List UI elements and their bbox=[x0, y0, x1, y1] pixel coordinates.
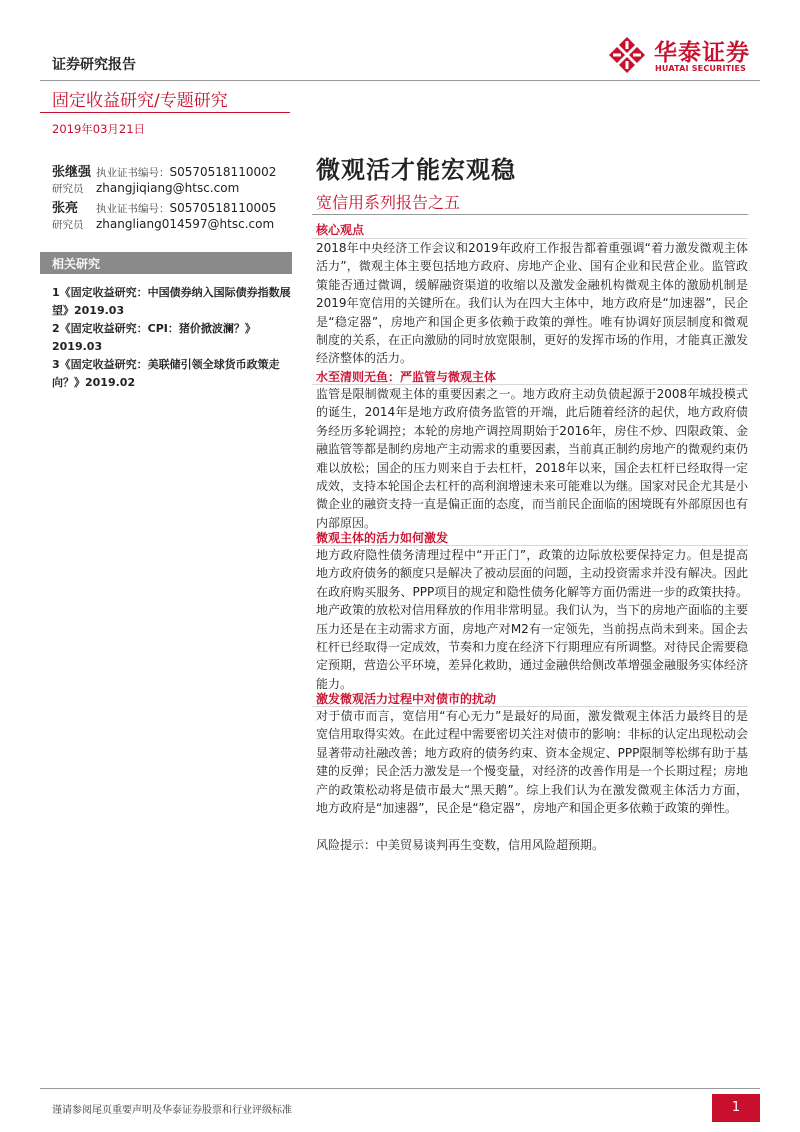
category-underline bbox=[40, 112, 290, 113]
related-research-item[interactable]: 1《固定收益研究：中国债券纳入国际债券指数展望》2019.03 bbox=[52, 286, 291, 317]
header-divider bbox=[40, 80, 760, 81]
related-research-title: 相关研究 bbox=[52, 257, 101, 271]
section-body: 对于债市而言，宽信用“有心无力”是最好的局面，激发微观主体活力最终目的是宽信用取得实效。在此过程中需要密切关注对债市的影响：非标的认定出现松动会显著带动社融改善；地方政府的债务约束、资本金规定、PPP限制等松绑有助于基建的反弹；民企活力激发是一个慢变量，对经济的改善作用是一个长期过程；房地产的政策松动将是债市最大“黑天鹅”。综上我们认为在激发微观主体活力方面，地方政府是“加速器”，民企是“稳定器”，房地产和国企更多依赖于政策的弹性。 bbox=[316, 709, 749, 816]
section-heading: 激发微观活力过程中对债市的扰动 bbox=[316, 692, 497, 706]
cert-number: S0570518110002 bbox=[169, 165, 277, 179]
cert-label: 执业证书编号： bbox=[96, 203, 170, 215]
analyst-card bbox=[52, 200, 292, 232]
section-heading: 核心观点 bbox=[316, 223, 365, 237]
company-logo bbox=[608, 34, 758, 78]
huatai-logo-mark bbox=[608, 36, 646, 74]
page-number-badge bbox=[712, 1094, 760, 1122]
title-divider bbox=[312, 214, 748, 215]
report-subtitle: 宽信用系列报告之五 bbox=[316, 193, 461, 212]
report-date: 2019年03月21日 bbox=[52, 122, 146, 136]
analyst-email[interactable]: zhangjiqiang@htsc.com bbox=[96, 181, 240, 195]
footer-divider bbox=[40, 1088, 760, 1089]
footer-disclaimer: 谨请参阅尾页重要声明及华泰证券股票和行业评级标准 bbox=[52, 1105, 292, 1116]
report-title: 微观活才能宏观稳 bbox=[316, 156, 516, 184]
logo-chinese-name: 华泰证券 bbox=[654, 40, 750, 66]
logo-english-name: HUATAI SECURITIES bbox=[655, 64, 747, 73]
related-research-list bbox=[52, 284, 292, 392]
section-body: 地方政府隐性债务清理过程中“开正门”，政策的边际放松要保持定力。但是提高地方政府债务的额度只是解决了被动层面的问题，主动投资需求并没有解决。因此在政府购买服务、PPP项目的规定和隐性债务化解等方面仍需进一步的政策扶持。地产政策的放松对信用释放的作用非常明显。我们认为，当下的房地产面临的主要压力还是在主动需求方面，房地产对M2有一定领先，当前拐点尚未到来。国企去杠杆已经取得一定成效，节奏和力度在经济下行期理应有所调整。对待民企需要稳定预期，营造公平环境，差异化救助，通过金融供给侧改革增强金融服务实体经济能力。 bbox=[316, 548, 749, 691]
cert-label: 执业证书编号： bbox=[96, 167, 170, 179]
analyst-card bbox=[52, 164, 292, 196]
related-research-item[interactable]: 3《固定收益研究：美联储引领全球货币政策走向？》2019.02 bbox=[52, 358, 280, 389]
section-heading: 水至清则无鱼：严监管与微观主体 bbox=[316, 370, 497, 384]
related-research-item[interactable]: 2《固定收益研究：CPI：猪价掀波澜？》2019.03 bbox=[52, 322, 256, 353]
page-number: 1 bbox=[731, 1100, 741, 1115]
section-body: 监管是限制微观主体的重要因素之一。地方政府主动负债起源于2008年城投模式的诞生，2014年是地方政府债务监管的开端，此后随着经济的起伏，地方政府债务经历多轮调控；本轮的房地产调控周期始于2016年，房住不炒、四限政策、金融监管等都是制约房地产主动需求的重要因素，当前真正制约房地产的微观约束仍难以放松；国企的压力则来自于去杠杆，2018年以来，国企去杠杆已经取得一定成效，支持本轮国企去杠杆的高利润增速未来可能难以为继。国家对民企尤其是小微企业的融资支持一直是偏正面的态度，而当前民企面临的困境既有外部原因也有内部原因。 bbox=[316, 387, 749, 530]
analyst-name: 张亮 bbox=[52, 201, 79, 216]
section-body: 2018年中央经济工作会议和2019年政府工作报告都着重强调“着力激发微观主体活力”，微观主体主要包括地方政府、房地产企业、国有企业和民营企业。监管政策能否通过微调，缓解融资渠道的收缩以及激发金融机构微观主体的激励机制是2019年宽信用的关键所在。我们认为在四大主体中，地方政府是“加速器”，民企是“稳定器”，房地产和国企更多依赖于政策的弹性。唯有协调好顶层制度和微观制度的关系，在正向激励的同时放宽限制，更好的发挥市场的作用，才能真正激发经济整体的活力。 bbox=[316, 241, 749, 366]
risk-warning: 风险提示：中美贸易谈判再生变数，信用风险超预期。 bbox=[316, 838, 605, 852]
report-category: 固定收益研究/专题研究 bbox=[52, 91, 228, 111]
related-research-header bbox=[40, 252, 292, 274]
report-type-label: 证券研究报告 bbox=[52, 57, 136, 73]
analyst-name: 张继强 bbox=[52, 165, 92, 180]
analyst-role: 研究员 bbox=[52, 219, 84, 231]
analyst-role: 研究员 bbox=[52, 183, 84, 195]
cert-number: S0570518110005 bbox=[169, 201, 277, 215]
analyst-email[interactable]: zhangliang014597@htsc.com bbox=[96, 217, 275, 231]
section-heading: 微观主体的活力如何激发 bbox=[316, 531, 449, 545]
